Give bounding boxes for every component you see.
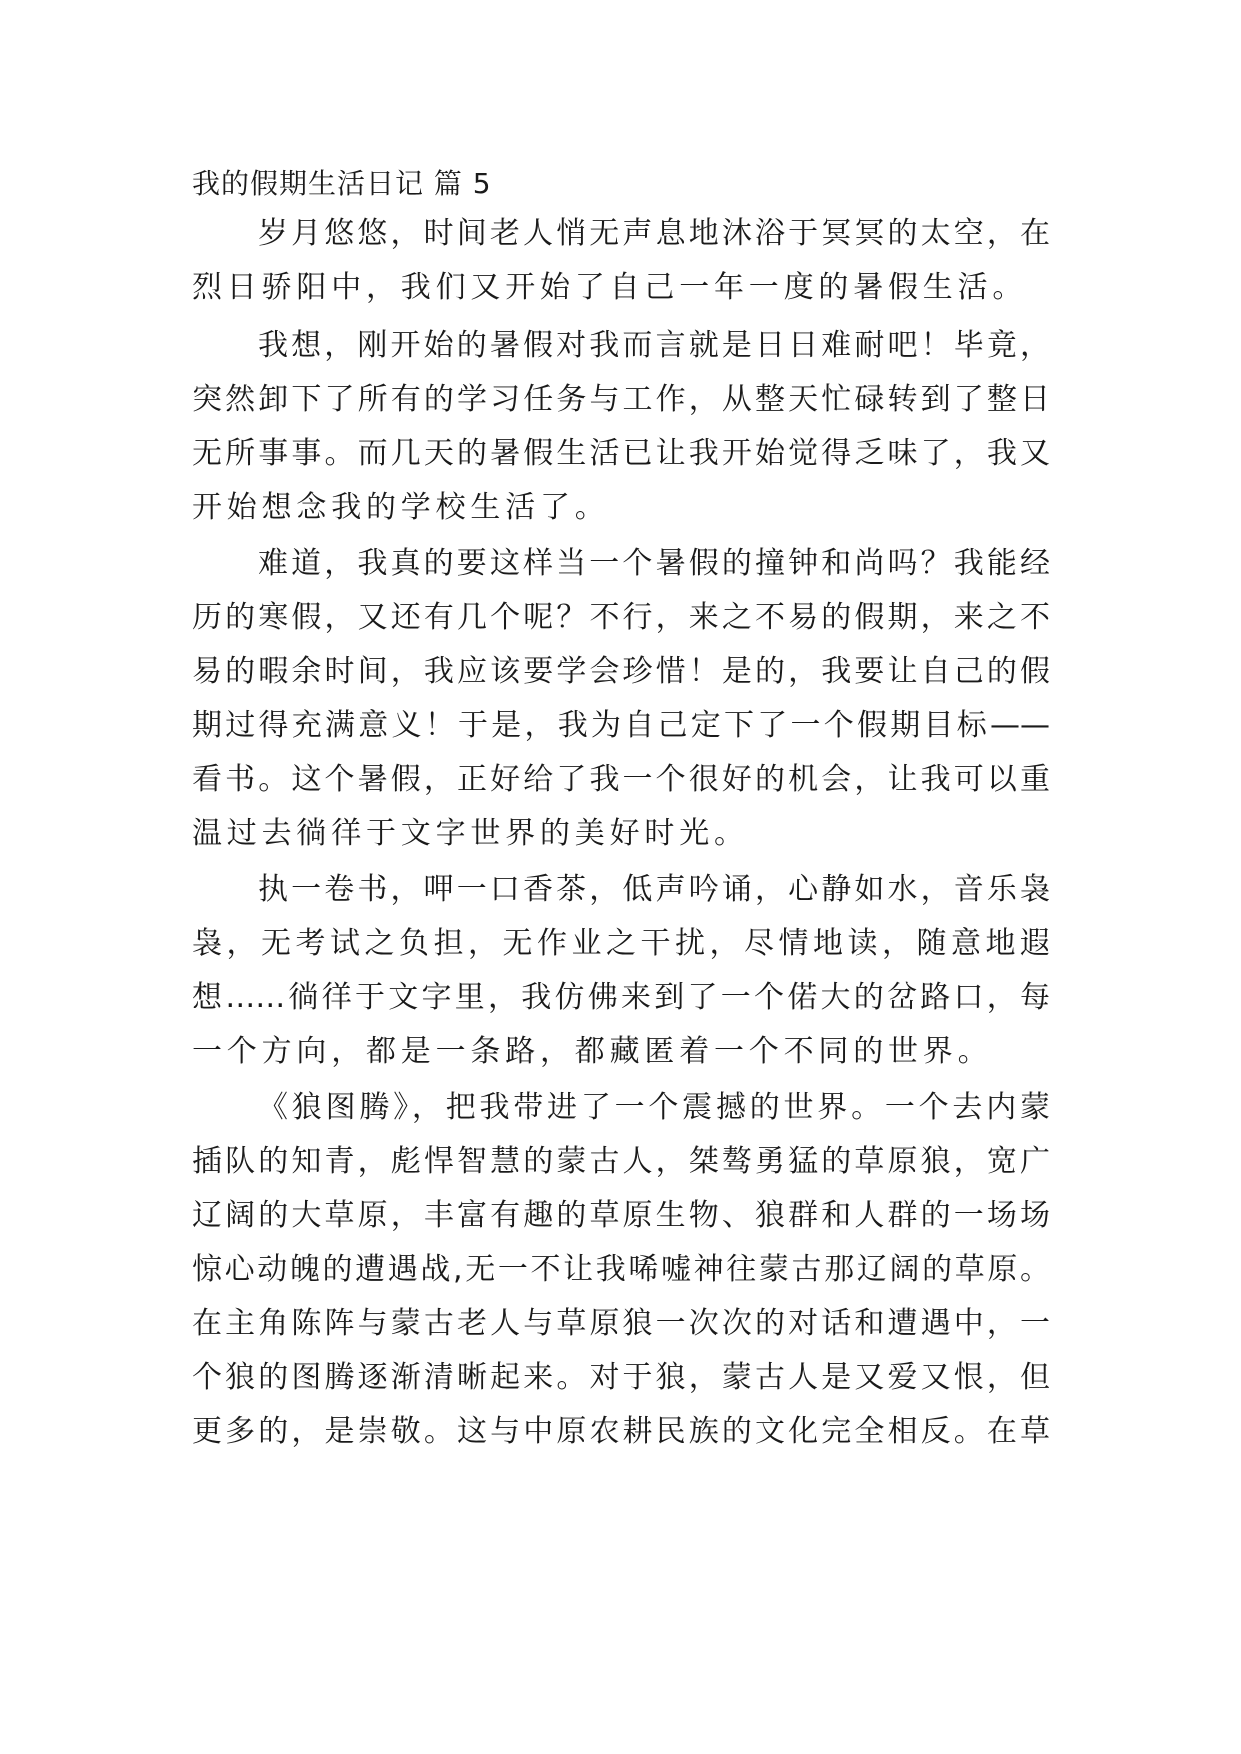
paragraph-line: 易的暇余时间，我应该要学会珍惜！是的，我要让自己的假	[192, 654, 1050, 689]
paragraph-line: 烈日骄阳中，我们又开始了自己一年一度的暑假生活。	[192, 270, 1028, 305]
paragraph-line: 插队的知青，彪悍智慧的蒙古人，桀骜勇猛的草原狼，宽广	[192, 1144, 1050, 1179]
paragraph-line: 无所事事。而几天的暑假生活已让我开始觉得乏味了，我又	[192, 436, 1050, 471]
paragraph-line: 岁月悠悠，时间老人悄无声息地沐浴于冥冥的太空，在	[258, 216, 1050, 251]
paragraph-line: 看书。这个暑假，正好给了我一个很好的机会，让我可以重	[192, 762, 1050, 797]
paragraph-line: 个狼的图腾逐渐清晰起来。对于狼，蒙古人是又爱又恨，但	[192, 1360, 1050, 1395]
paragraph-line: 在主角陈阵与蒙古老人与草原狼一次次的对话和遭遇中，一	[192, 1306, 1050, 1341]
paragraph-line: 想……徜徉于文字里，我仿佛来到了一个偌大的岔路口，每	[192, 980, 1050, 1015]
paragraph-line: 温过去徜徉于文字世界的美好时光。	[192, 816, 749, 851]
paragraph-line: 更多的，是崇敬。这与中原农耕民族的文化完全相反。在草	[192, 1414, 1050, 1449]
paragraph-line: 执一卷书，呷一口香茶，低声吟诵，心静如水，音乐袅	[258, 872, 1050, 907]
paragraph-line: 难道，我真的要这样当一个暑假的撞钟和尚吗？我能经	[258, 546, 1050, 581]
paragraph-line: 辽阔的大草原，丰富有趣的草原生物、狼群和人群的一场场	[192, 1198, 1050, 1233]
document-title: 我的假期生活日记 篇 5	[192, 167, 492, 200]
paragraph-line: 我想，刚开始的暑假对我而言就是日日难耐吧！毕竟，	[258, 328, 1050, 363]
paragraph-line: 一个方向，都是一条路，都藏匿着一个不同的世界。	[192, 1034, 993, 1069]
paragraph-line: 历的寒假，又还有几个呢？不行，来之不易的假期，来之不	[192, 600, 1050, 635]
paragraph-line: 《狼图腾》，把我带进了一个震撼的世界。一个去内蒙	[258, 1090, 1050, 1125]
paragraph-line: 突然卸下了所有的学习任务与工作，从整天忙碌转到了整日	[192, 382, 1050, 417]
paragraph-line: 开始想念我的学校生活了。	[192, 490, 610, 525]
paragraph-line: 惊心动魄的遭遇战,无一不让我唏嘘神往蒙古那辽阔的草原。	[192, 1252, 1050, 1287]
paragraph-line: 期过得充满意义！于是，我为自己定下了一个假期目标——	[192, 708, 1050, 743]
paragraph-line: 袅，无考试之负担，无作业之干扰，尽情地读，随意地遐	[192, 926, 1050, 961]
